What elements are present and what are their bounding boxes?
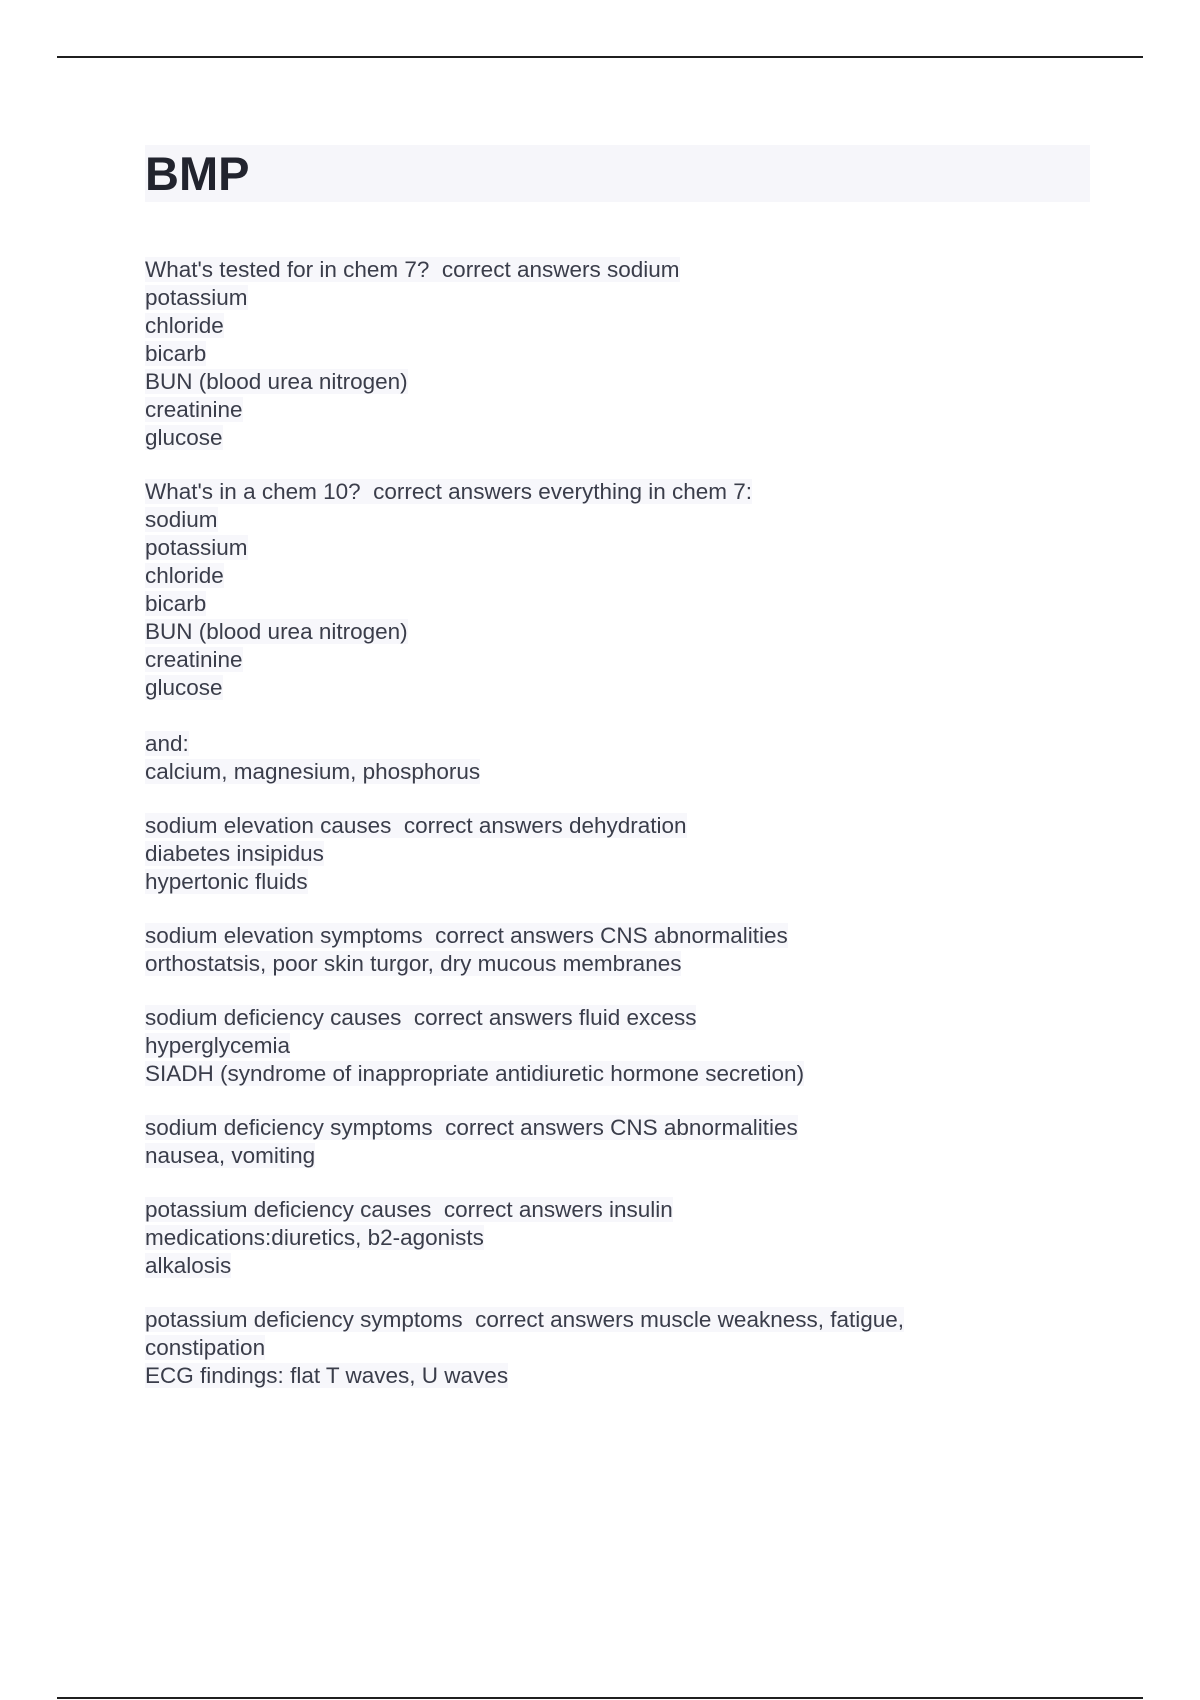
- flashcard-entry: [145, 1196, 1085, 1280]
- line-text: sodium: [145, 507, 218, 532]
- flashcard-answer-line: [145, 730, 1085, 758]
- line-text: nausea, vomiting: [145, 1143, 316, 1168]
- line-text: bicarb: [145, 341, 207, 366]
- line-text: sodium deficiency causes correct answers fluid excess: [145, 1005, 697, 1030]
- flashcard-answer-line: [145, 868, 1085, 896]
- flashcard-answer-line: [145, 534, 1085, 562]
- line-text: alkalosis: [145, 1253, 232, 1278]
- flashcard-list: [145, 256, 1085, 1416]
- flashcard-answer-line: [145, 590, 1085, 618]
- flashcard-entry: [145, 478, 1085, 786]
- line-text: hyperglycemia: [145, 1033, 291, 1058]
- line-text: What's in a chem 10? correct answers everything in chem 7:: [145, 479, 753, 504]
- line-text: potassium: [145, 285, 248, 310]
- line-text: diabetes insipidus: [145, 841, 324, 866]
- blank-line: [145, 702, 1085, 730]
- line-text: chloride: [145, 563, 224, 588]
- line-text: potassium: [145, 535, 248, 560]
- flashcard-answer-line: [145, 1252, 1085, 1280]
- line-text: orthostatsis, poor skin turgor, dry mucous membranes: [145, 951, 682, 976]
- flashcard-answer-line: [145, 424, 1085, 452]
- line-text: medications:diuretics, b2-agonists: [145, 1225, 484, 1250]
- flashcard-question-line: [145, 256, 1085, 284]
- line-text: and:: [145, 731, 189, 756]
- flashcard-answer-line: [145, 1362, 1085, 1390]
- flashcard-entry: [145, 1114, 1085, 1170]
- flashcard-question-line: [145, 1306, 1085, 1334]
- page-title: BMP: [145, 147, 250, 200]
- line-text: bicarb: [145, 591, 207, 616]
- line-text: BUN (blood urea nitrogen): [145, 619, 408, 644]
- line-text: potassium deficiency symptoms correct answers muscle weakness, fatigue,: [145, 1307, 905, 1332]
- flashcard-answer-line: [145, 646, 1085, 674]
- top-rule: [57, 56, 1143, 58]
- flashcard-question-line: [145, 1196, 1085, 1224]
- flashcard-question-line: [145, 1114, 1085, 1142]
- bottom-rule: [57, 1697, 1143, 1699]
- flashcard-question-line: [145, 922, 1085, 950]
- line-text: sodium elevation symptoms correct answers CNS abnormalities: [145, 923, 788, 948]
- flashcard-answer-line: [145, 1334, 1085, 1362]
- flashcard-answer-line: [145, 674, 1085, 702]
- flashcard-answer-line: [145, 396, 1085, 424]
- flashcard-answer-line: [145, 1142, 1085, 1170]
- flashcard-entry: [145, 256, 1085, 452]
- flashcard-answer-line: [145, 340, 1085, 368]
- title-background: [145, 145, 1090, 202]
- line-text: creatinine: [145, 397, 243, 422]
- flashcard-entry: [145, 812, 1085, 896]
- line-text: What's tested for in chem 7? correct answers sodium: [145, 257, 680, 282]
- flashcard-question-line: [145, 1004, 1085, 1032]
- flashcard-answer-line: [145, 1224, 1085, 1252]
- line-text: SIADH (syndrome of inappropriate antidiuretic hormone secretion): [145, 1061, 805, 1086]
- flashcard-question-line: [145, 478, 1085, 506]
- flashcard-answer-line: [145, 562, 1085, 590]
- line-text: ECG findings: flat T waves, U waves: [145, 1363, 509, 1388]
- flashcard-answer-line: [145, 1060, 1085, 1088]
- line-text: constipation: [145, 1335, 266, 1360]
- line-text: creatinine: [145, 647, 243, 672]
- line-text: calcium, magnesium, phosphorus: [145, 759, 481, 784]
- flashcard-answer-line: [145, 618, 1085, 646]
- flashcard-answer-line: [145, 758, 1085, 786]
- line-text: sodium elevation causes correct answers dehydration: [145, 813, 687, 838]
- line-text: glucose: [145, 425, 223, 450]
- flashcard-answer-line: [145, 312, 1085, 340]
- line-text: hypertonic fluids: [145, 869, 308, 894]
- flashcard-answer-line: [145, 368, 1085, 396]
- flashcard-answer-line: [145, 840, 1085, 868]
- flashcard-entry: [145, 1004, 1085, 1088]
- flashcard-entry: [145, 1306, 1085, 1390]
- line-text: glucose: [145, 675, 223, 700]
- flashcard-question-line: [145, 812, 1085, 840]
- flashcard-entry: [145, 922, 1085, 978]
- line-text: BUN (blood urea nitrogen): [145, 369, 408, 394]
- flashcard-answer-line: [145, 284, 1085, 312]
- flashcard-answer-line: [145, 506, 1085, 534]
- line-text: chloride: [145, 313, 224, 338]
- flashcard-answer-line: [145, 950, 1085, 978]
- line-text: sodium deficiency symptoms correct answers CNS abnormalities: [145, 1115, 798, 1140]
- flashcard-answer-line: [145, 1032, 1085, 1060]
- line-text: potassium deficiency causes correct answers insulin: [145, 1197, 673, 1222]
